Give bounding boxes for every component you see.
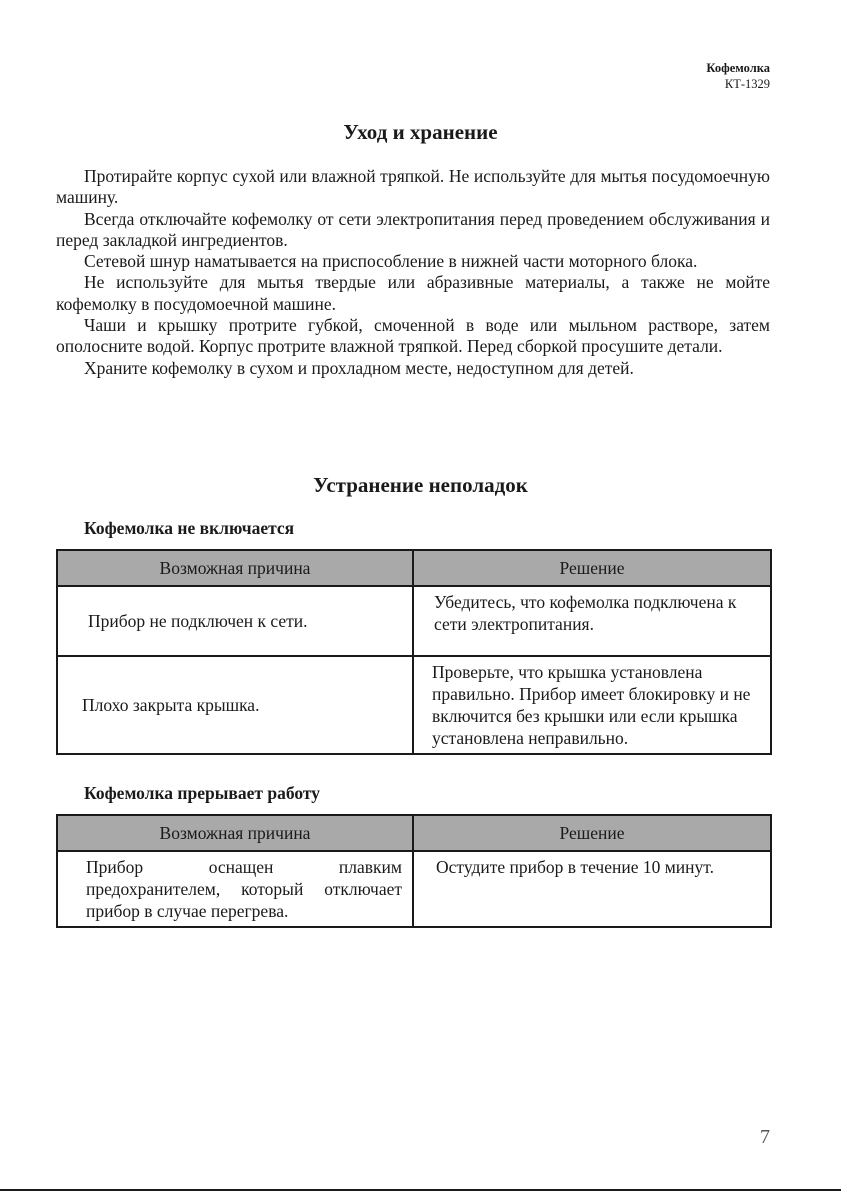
table-header-row — [57, 550, 771, 586]
troubleshooting-title: Устранение неполадок — [313, 473, 528, 497]
section-heading: Кофемолка прерывает работу — [84, 783, 320, 803]
table-row — [57, 851, 771, 927]
solution-cell: Проверьте, что крышка установлена правильно. Прибор имеет блокировку и не включится без крышки или если крышка установлена неправильно. — [413, 656, 771, 754]
care-title: Уход и хранение — [343, 120, 498, 144]
table-header-row — [57, 815, 771, 851]
care-paragraph: Храните кофемолку в сухом и прохладном месте, недоступном для детей. — [84, 357, 634, 378]
bottom-rule — [0, 1189, 841, 1191]
cause-cell: Прибор оснащен плавким предохранителем, который отключает прибор в случае перегрева. — [57, 851, 413, 927]
page-number: 7 — [760, 1126, 770, 1148]
care-paragraph: Не используйте для мытья твердые или абразивные материалы, а также не мойте кофемолку в посудомоечной машине. — [56, 272, 770, 314]
care-paragraph: Всегда отключайте кофемолку от сети электропитания перед проведением обслуживания и перед закладкой ингредиентов. — [56, 208, 770, 250]
solution-cell: Остудите прибор в течение 10 минут. — [413, 851, 771, 927]
care-paragraph: Сетевой шнур наматывается на приспособление в нижней части моторного блока. — [84, 251, 698, 272]
column-header-cause: Возможная причина — [57, 815, 413, 851]
column-header-solution: Решение — [413, 815, 771, 851]
solution-cell: Убедитесь, что кофемолка подключена к сети электропитания. — [413, 586, 771, 656]
troubleshooting-table — [56, 549, 772, 755]
cause-cell: Плохо закрыта крышка. — [57, 656, 413, 754]
table-row — [57, 656, 771, 754]
model-number: КТ-1329 — [724, 77, 770, 91]
table-row — [57, 586, 771, 656]
cause-cell: Прибор не подключен к сети. — [57, 586, 413, 656]
column-header-solution: Решение — [413, 550, 771, 586]
care-paragraph: Чаши и крышку протрите губкой, смоченной в воде или мыльном растворе, затем ополосните водой. Корпус протрите влажной тряпкой. Перед сборкой просушите детали. — [56, 315, 770, 357]
troubleshooting-table — [56, 814, 772, 928]
page-header — [706, 60, 770, 92]
section-heading: Кофемолка не включается — [84, 518, 295, 538]
care-paragraph: Протирайте корпус сухой или влажной тряпкой. Не используйте для мытья посудомоечную машину. — [56, 166, 770, 208]
column-header-cause: Возможная причина — [57, 550, 413, 586]
product-name: Кофемолка — [706, 61, 770, 75]
care-text — [56, 166, 770, 379]
